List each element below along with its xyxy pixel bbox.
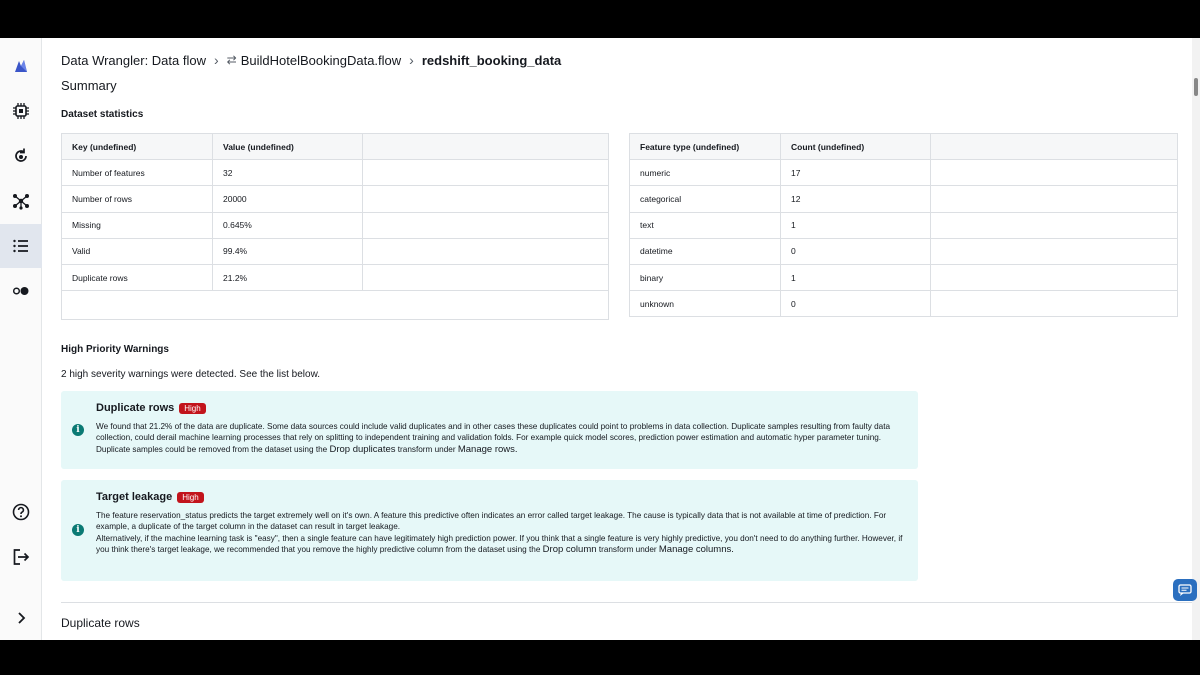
warning-body-text: transform under <box>397 444 456 454</box>
warning-title-text: Duplicate rows <box>96 402 175 414</box>
table-row <box>630 238 1178 264</box>
warning-target-leakage <box>61 480 918 581</box>
breadcrumb-current: redshift_booking_data <box>421 52 562 68</box>
chevron-right-icon: › <box>214 52 219 68</box>
table-row <box>62 186 609 212</box>
table-cell: 20000 <box>213 186 363 212</box>
vertical-scrollbar[interactable] <box>1192 38 1200 640</box>
table-cell <box>363 238 609 264</box>
transform-group-link[interactable]: Manage columns. <box>658 544 734 556</box>
breadcrumb <box>61 50 561 70</box>
left-nav-rail <box>0 38 42 640</box>
table-cell <box>931 160 1178 186</box>
table-cell: 21.2% <box>213 264 363 290</box>
table-cell: Duplicate rows <box>62 264 213 290</box>
table-row <box>62 212 609 238</box>
table-cell <box>931 238 1178 264</box>
breadcrumb-root[interactable]: Data Wrangler: Data flow <box>61 52 206 68</box>
table-cell: Missing <box>62 212 213 238</box>
high-priority-warnings-heading: High Priority Warnings <box>61 344 169 355</box>
main-content <box>42 38 1192 640</box>
warning-title-text: Target leakage <box>96 491 173 503</box>
toggle-icon[interactable] <box>0 269 42 313</box>
table-cell <box>363 160 609 186</box>
table-row <box>62 160 609 186</box>
table-cell: Number of features <box>62 160 213 186</box>
flow-icon: ⇄ <box>226 53 237 67</box>
transform-link[interactable]: Drop duplicates <box>329 443 396 455</box>
chat-icon[interactable] <box>1173 579 1197 601</box>
severity-badge: High <box>177 492 203 503</box>
table-row <box>630 264 1178 290</box>
warnings-summary-text: 2 high severity warnings were detected. See the list below. <box>61 369 321 380</box>
column-header-empty <box>931 134 1178 160</box>
chip-icon[interactable] <box>0 89 42 133</box>
table-cell: 17 <box>781 160 931 186</box>
bottom-letterbox <box>0 640 1200 675</box>
table-cell: Number of rows <box>62 186 213 212</box>
column-header-count[interactable]: Count (undefined) <box>781 134 931 160</box>
warning-body <box>96 510 911 556</box>
section-divider <box>61 602 1192 603</box>
warning-body-text: Alternatively, if the machine learning task is "easy", then a single feature can have legitimately high prediction power. If you think that a single feature is very highly predictive, you don't need to do anything further. However, if you think there's target leakage, we recommended that you remove the highly predictive column from the dataset using the <box>96 533 903 555</box>
warning-title <box>96 402 206 414</box>
help-icon[interactable] <box>0 490 42 534</box>
table-row <box>630 186 1178 212</box>
warning-body-text: We found that 21.2% of the data are duplicate. Some data sources could include valid duplicates and in other cases these duplicates could point to problems in data collection. Duplicate samples resulting from faulty data collection, could derail machine learning processes that rely on splitting to independent training and validation folds. For example quick model scores, prediction power estimation and automatic hyper parameter tuning. Duplicate samples could be removed from the dataset using the <box>96 422 891 454</box>
table-row <box>630 160 1178 186</box>
column-header-key[interactable]: Key (undefined) <box>62 134 213 160</box>
key-value-table <box>61 133 609 320</box>
table-cell <box>931 186 1178 212</box>
table-cell: categorical <box>630 186 781 212</box>
severity-badge: High <box>179 403 205 414</box>
table-cell <box>363 186 609 212</box>
warning-body-text: transform under <box>598 545 657 555</box>
table-cell: numeric <box>630 160 781 186</box>
table-cell <box>931 264 1178 290</box>
column-header-empty <box>363 134 609 160</box>
table-cell: 0.645% <box>213 212 363 238</box>
breadcrumb-flow[interactable]: BuildHotelBookingData.flow <box>240 52 402 68</box>
column-header-feature-type[interactable]: Feature type (undefined) <box>630 134 781 160</box>
table-cell: 12 <box>781 186 931 212</box>
table-row <box>62 264 609 290</box>
expand-icon[interactable] <box>0 596 42 640</box>
table-cell: datetime <box>630 238 781 264</box>
list-icon[interactable] <box>0 224 42 268</box>
table-cell: 0 <box>781 238 931 264</box>
table-cell: text <box>630 212 781 238</box>
table-cell: binary <box>630 264 781 290</box>
table-empty-row <box>62 291 609 320</box>
table-row <box>62 238 609 264</box>
table-cell <box>931 212 1178 238</box>
app-window <box>0 38 1200 640</box>
table-cell <box>363 264 609 290</box>
logout-icon[interactable] <box>0 535 42 579</box>
table-header-row <box>62 134 609 160</box>
warning-body-text: The feature reservation_status predicts the target extremely well on it's own. A feature this predictive often indicates an error called target leakage. The cause is typically data that is not available at time of prediction. For example, a duplicate of the target column in the dataset can result in target leakage. <box>96 511 887 532</box>
warning-body-text-2 <box>96 533 911 556</box>
info-icon: i <box>72 524 84 536</box>
warning-duplicate-rows <box>61 391 918 469</box>
info-icon: i <box>72 424 84 436</box>
transform-group-link[interactable]: Manage rows. <box>457 443 518 455</box>
table-cell: 99.4% <box>213 238 363 264</box>
table-cell <box>363 212 609 238</box>
warning-title <box>96 491 204 503</box>
refresh-icon[interactable] <box>0 134 42 178</box>
table-cell: 1 <box>781 264 931 290</box>
transform-link[interactable]: Drop column <box>542 544 597 556</box>
table-row <box>630 212 1178 238</box>
chevron-right-icon: › <box>409 52 414 68</box>
summary-heading: Summary <box>61 78 117 93</box>
table-cell <box>62 291 609 320</box>
feature-type-table <box>629 133 1178 317</box>
table-cell: unknown <box>630 291 781 317</box>
table-header-row <box>630 134 1178 160</box>
dataset-statistics-heading: Dataset statistics <box>61 109 144 120</box>
duplicate-rows-heading: Duplicate rows <box>61 616 140 630</box>
scrollbar-thumb[interactable] <box>1194 78 1198 96</box>
table-cell: 32 <box>213 160 363 186</box>
wrangler-logo-icon[interactable] <box>0 44 42 88</box>
column-header-value[interactable]: Value (undefined) <box>213 134 363 160</box>
table-row <box>630 291 1178 317</box>
network-icon[interactable] <box>0 179 42 223</box>
table-cell: 1 <box>781 212 931 238</box>
table-cell <box>931 291 1178 317</box>
table-cell: Valid <box>62 238 213 264</box>
warning-body <box>96 421 911 455</box>
table-cell: 0 <box>781 291 931 317</box>
